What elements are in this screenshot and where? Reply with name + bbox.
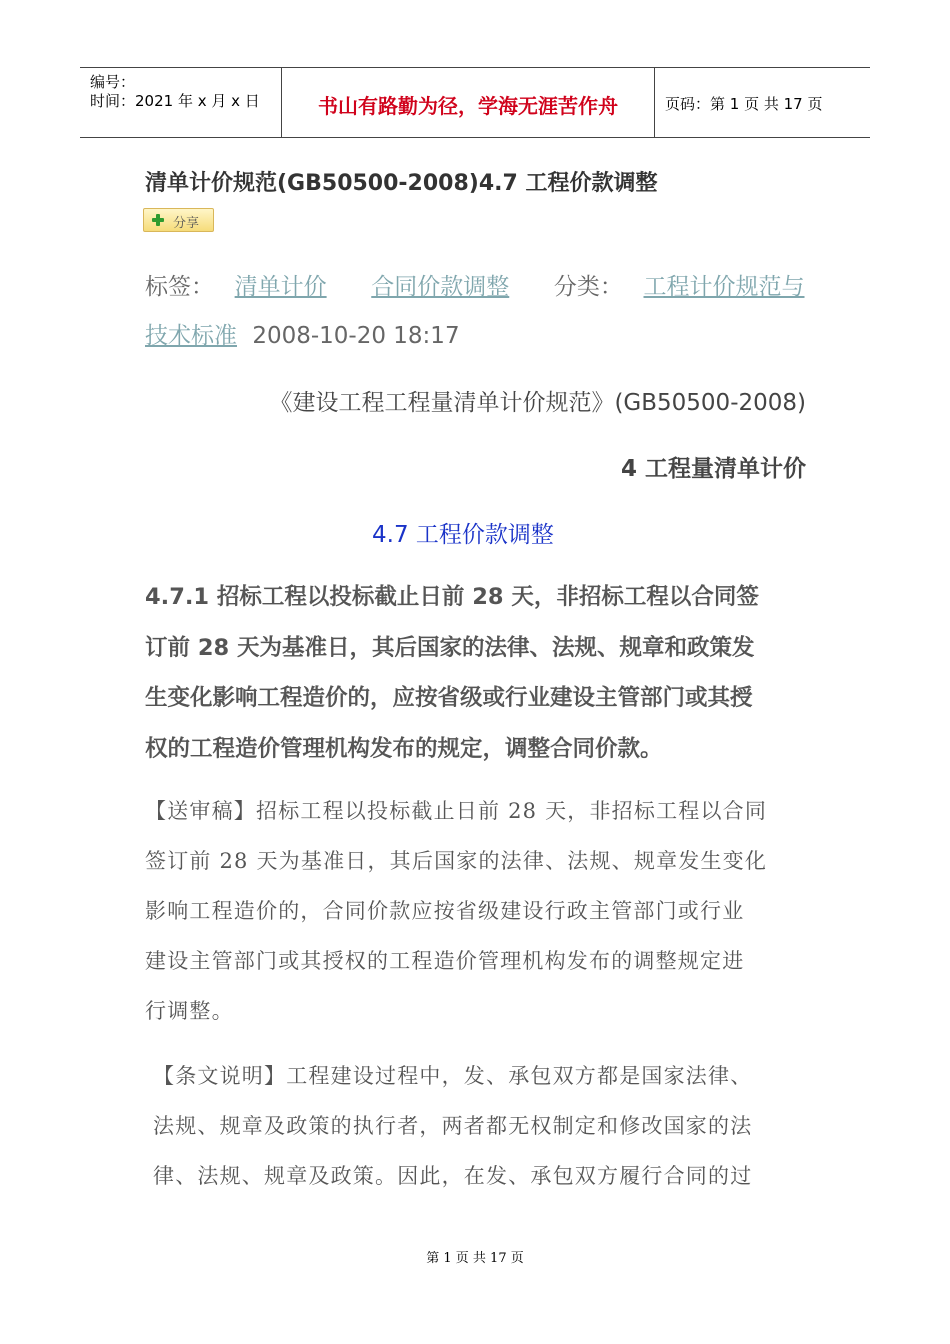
article-title: 清单计价规范(GB50500-2008)4.7 工程价款调整: [145, 171, 658, 196]
clause-line: 4.7.1 招标工程以投标截止日前 28 天，非招标工程以合同签: [145, 584, 759, 610]
category-label: 分类：: [553, 274, 623, 300]
clause-line: 订前 28 天为基准日，其后国家的法律、法规、规章和政策发: [145, 634, 755, 661]
tag-link-2[interactable]: 合同价款调整: [371, 274, 510, 300]
post-datetime: 2008-10-20 18:17: [252, 323, 460, 349]
chapter-text: 4 工程量清单计价: [620, 456, 806, 482]
category-link-part1[interactable]: 工程计价规范与: [643, 274, 805, 300]
header-cell-left: [80, 68, 282, 137]
tag-link-1[interactable]: 清单计价: [234, 274, 327, 300]
draft-line: 影响工程造价的，合同价款应按省级建设行政主管部门或行业: [145, 899, 745, 923]
clause-4-7-1: [145, 572, 810, 774]
tags-label: 标签：: [145, 274, 214, 300]
tags-line: [145, 268, 825, 301]
draft-paragraph: [145, 786, 810, 1036]
header-motto: 书山有路勤为径，学海无涯苦作舟: [318, 94, 618, 118]
tags-line-2: [145, 317, 460, 350]
share-button[interactable]: [143, 208, 214, 232]
explain-line: 【条文说明】工程建设过程中，发、承包双方都是国家法律、: [153, 1064, 753, 1088]
draft-line: 建设主管部门或其授权的工程造价管理机构发布的调整规定进: [145, 949, 745, 973]
clause-line: 权的工程造价管理机构发布的规定，调整合同价款。: [145, 735, 663, 762]
header-cell-center: [282, 68, 655, 137]
clause-line: 生变化影响工程造价的，应按省级或行业建设主管部门或其授: [145, 685, 753, 711]
draft-line: 签订前 28 天为基准日，其后国家的法律、法规、规章发生变化: [145, 849, 768, 873]
explanation-paragraph: [153, 1051, 813, 1201]
chapter-heading: [621, 450, 806, 483]
plus-icon: [151, 213, 165, 227]
share-label: 分享: [173, 216, 200, 231]
explain-line: 律、法规、规章及政策。因此，在发、承包双方履行合同的过: [153, 1164, 753, 1188]
header-cell-right: [655, 68, 870, 137]
explain-line: 法规、规章及政策的执行者，两者都无权制定和修改国家的法: [153, 1114, 753, 1138]
time-label: 时间：2021 年 x 月 x 日: [90, 92, 260, 110]
number-label: 编号：: [90, 73, 136, 91]
page-info: 页码：第 1 页 共 17 页: [665, 95, 823, 113]
spec-title: 《建设工程工程量清单计价规范》(GB50500-2008): [269, 390, 806, 416]
draft-line: 【送审稿】招标工程以投标截止日前 28 天，非招标工程以合同: [145, 799, 768, 823]
header-table: [80, 67, 870, 138]
category-link-part2[interactable]: 技术标准: [145, 323, 237, 349]
page-footer: 第 1 页 共 17 页: [426, 1251, 524, 1266]
draft-line: 行调整。: [145, 999, 234, 1023]
section-heading: 4.7 工程价款调整: [372, 522, 554, 548]
